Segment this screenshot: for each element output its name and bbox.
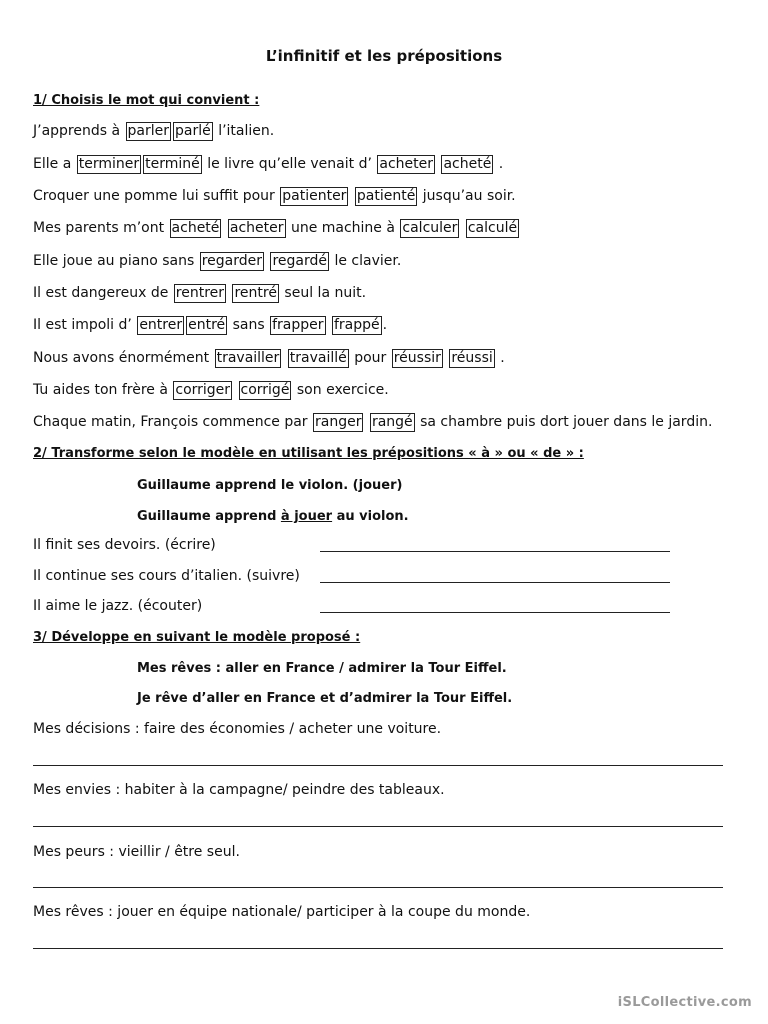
sentence-text: sans: [228, 317, 270, 333]
word-choice-box[interactable]: corrigé: [240, 382, 290, 398]
word-choice-box[interactable]: corriger: [175, 382, 231, 398]
sentence-text: .: [494, 156, 504, 172]
exercise1-line: [33, 348, 505, 368]
section3-model-answer: Je rêve d’aller en France et d’admirer la Tour Eiffel.: [137, 691, 513, 706]
word-choice-box[interactable]: terminé: [145, 156, 200, 172]
sentence-text: une machine à: [286, 220, 400, 236]
section2-prompt-1: Il finit ses devoirs. (écrire): [33, 537, 216, 553]
sentence-text: Chaque matin, François commence par: [33, 414, 313, 430]
word-choice-box[interactable]: acheter: [379, 156, 433, 172]
exercise1-line: [33, 121, 274, 141]
sentence-text: pour: [349, 350, 391, 366]
sentence-text: Nous avons énormément: [33, 350, 214, 366]
section3-heading: 3/ Développe en suivant le modèle proposé :: [33, 630, 361, 645]
section2-answer-line-1[interactable]: [320, 551, 670, 552]
word-choice-box[interactable]: rentré: [234, 285, 277, 301]
word-choice-box[interactable]: patienté: [356, 188, 416, 204]
word-choice-box[interactable]: frappé: [333, 317, 380, 333]
word-choice-box[interactable]: terminer: [78, 156, 140, 172]
word-choice-box[interactable]: entré: [188, 317, 226, 333]
section2-heading: 2/ Transforme selon le modèle en utilisant les prépositions « à » ou « de » :: [33, 446, 584, 461]
section2-answer-line-3[interactable]: [320, 612, 670, 613]
word-choice-box[interactable]: parlé: [175, 123, 211, 139]
word-choice-box[interactable]: calculé: [467, 220, 518, 236]
section3-answer-line-3[interactable]: [33, 887, 723, 888]
word-choice-box[interactable]: parler: [127, 123, 170, 139]
section2-answer-line-2[interactable]: [320, 582, 670, 583]
word-choice-box[interactable]: acheter: [229, 220, 284, 236]
section2-prompt-2: Il continue ses cours d’italien. (suivre): [33, 568, 300, 584]
model-answer-underlined: à jouer: [280, 509, 333, 524]
exercise1-line: [33, 412, 712, 432]
model-answer-start: Guillaume apprend: [137, 509, 281, 524]
sentence-text: [227, 285, 231, 301]
section3-prompt-4: Mes rêves : jouer en équipe nationale/ participer à la coupe du monde.: [33, 904, 531, 920]
sentence-text: .: [495, 350, 505, 366]
sentence-text: seul la nuit.: [279, 285, 367, 301]
sentence-text: Mes parents m’ont: [33, 220, 169, 236]
sentence-text: son exercice.: [292, 382, 389, 398]
sentence-text: .: [382, 317, 388, 333]
exercise1-line: [33, 154, 503, 174]
exercise1-line: [33, 251, 401, 271]
sentence-text: [444, 350, 448, 366]
sentence-text: Elle a: [33, 156, 76, 172]
sentence-text: [222, 220, 226, 236]
sentence-text: [233, 382, 237, 398]
sentence-text: [460, 220, 464, 236]
sentence-text: [349, 188, 353, 204]
sentence-text: [282, 350, 286, 366]
section3-prompt-1: Mes décisions : faire des économies / acheter une voiture.: [33, 721, 442, 737]
watermark-logo: iSLCollective.com: [617, 995, 752, 1010]
sentence-text: Tu aides ton frère à: [33, 382, 173, 398]
word-choice-box[interactable]: acheté: [443, 156, 492, 172]
model-answer-end: au violon.: [332, 509, 409, 524]
section3-model-prompt: Mes rêves : aller en France / admirer la Tour Eiffel.: [137, 661, 507, 676]
word-choice-box[interactable]: réussir: [393, 350, 441, 366]
sentence-text: Il est impoli d’: [33, 317, 137, 333]
section3-prompt-3: Mes peurs : vieillir / être seul.: [33, 844, 240, 860]
sentence-text: [327, 317, 331, 333]
sentence-text: Elle joue au piano sans: [33, 253, 199, 269]
word-choice-box[interactable]: regardé: [272, 253, 328, 269]
sentence-text: [364, 414, 368, 430]
word-choice-box[interactable]: regarder: [201, 253, 263, 269]
page-title: L’infinitif et les prépositions: [265, 47, 503, 65]
word-choice-box[interactable]: rentrer: [175, 285, 225, 301]
section2-prompt-3: Il aime le jazz. (écouter): [33, 598, 203, 614]
exercise1-line: [33, 186, 516, 206]
exercise1-line: [33, 218, 520, 238]
section1-heading: 1/ Choisis le mot qui convient :: [33, 93, 260, 108]
word-choice-box[interactable]: travaillé: [289, 350, 347, 366]
section3-answer-line-2[interactable]: [33, 826, 723, 827]
word-choice-box[interactable]: travailler: [216, 350, 280, 366]
sentence-text: [436, 156, 440, 172]
sentence-text: Il est dangereux de: [33, 285, 173, 301]
sentence-text: [265, 253, 269, 269]
word-choice-box[interactable]: entrer: [139, 317, 183, 333]
word-choice-box[interactable]: réussi: [451, 350, 493, 366]
sentence-text: le livre qu’elle venait d’: [202, 156, 377, 172]
exercise1-line: [33, 315, 387, 335]
exercise1-line: [33, 283, 366, 303]
word-choice-box[interactable]: ranger: [315, 414, 362, 430]
section2-model-answer: [137, 509, 409, 524]
section3-answer-line-1[interactable]: [33, 765, 723, 766]
sentence-text: sa chambre puis dort jouer dans le jardin.: [415, 414, 713, 430]
word-choice-box[interactable]: frapper: [272, 317, 324, 333]
sentence-text: Croquer une pomme lui suffit pour: [33, 188, 280, 204]
sentence-text: jusqu’au soir.: [418, 188, 516, 204]
word-choice-box[interactable]: rangé: [371, 414, 413, 430]
section2-model-sentence: Guillaume apprend le violon. (jouer): [137, 478, 403, 493]
exercise1-line: [33, 380, 389, 400]
word-choice-box[interactable]: acheté: [171, 220, 220, 236]
sentence-text: J’apprends à: [33, 123, 125, 139]
section3-prompt-2: Mes envies : habiter à la campagne/ peindre des tableaux.: [33, 782, 445, 798]
word-choice-box[interactable]: patienter: [282, 188, 347, 204]
section3-answer-line-4[interactable]: [33, 948, 723, 949]
sentence-text: le clavier.: [330, 253, 402, 269]
sentence-text: l’italien.: [213, 123, 275, 139]
word-choice-box[interactable]: calculer: [402, 220, 458, 236]
